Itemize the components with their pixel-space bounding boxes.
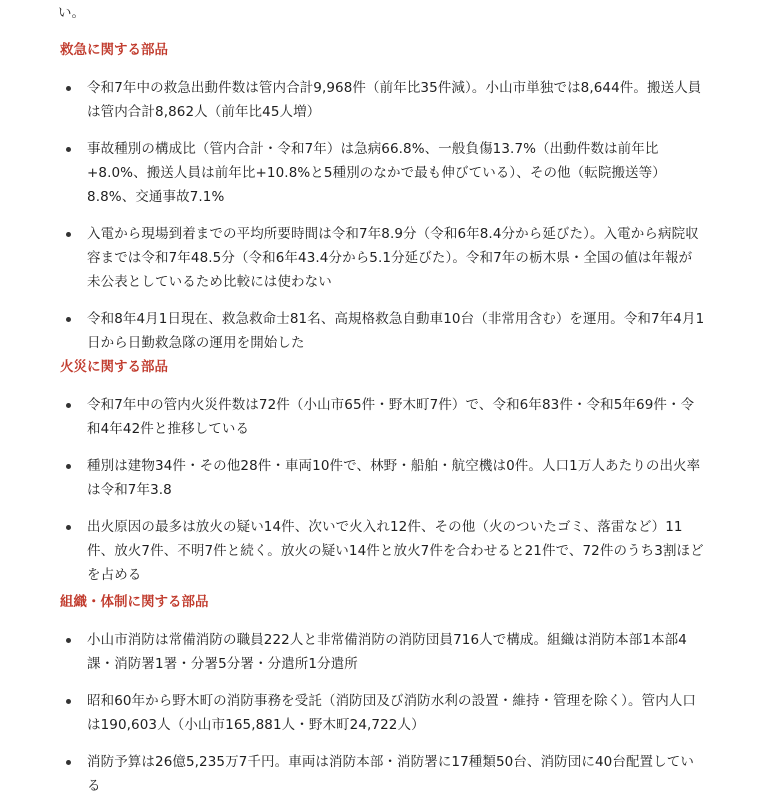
bullet-icon (66, 86, 71, 91)
bullet-icon (66, 525, 71, 530)
list-item-text: 令和8年4月1日現在、救急救命士81名、高規格救急自動車10台（非常用含む）を運用。令和7年4月1日から日勤救急隊の運用を開始した (87, 311, 705, 351)
list-item-text: 入電から現場到着までの平均所要時間は令和7年8.9分（令和6年8.4分から延びた）。入電から病院収容までは令和7年48.5分（令和6年43.4分から5.1分延びた）。令和7年の栃木県・全国の値は年報が未公表としているため比較には使わない (87, 226, 699, 290)
list-item (60, 689, 705, 737)
list-item (60, 628, 705, 676)
bullet-icon (66, 638, 71, 643)
list-item (60, 76, 705, 124)
bullet-icon (66, 403, 71, 408)
list-item-text: 令和7年中の管内火災件数は72件（小山市65件・野木町7件）で、令和6年83件・令和5年69件・令和4年42件と推移している (87, 397, 695, 437)
section-list-emergency (60, 76, 705, 368)
list-item (60, 307, 705, 355)
section-title-organization: 組織・体制に関する部品 (60, 594, 209, 610)
list-item-text: 種別は建物34件・その他28件・車両10件で、林野・船舶・航空機は0件。人口1万人あたりの出火率は令和7年3.8 (87, 458, 701, 498)
list-item-text: 消防予算は26億5,235万7千円。車両は消防本部・消防署に17種類50台、消防団に40台配置している (87, 754, 694, 794)
list-item-text: 事故種別の構成比（管内合計・令和7年）は急病66.8%、一般負傷13.7%（出動件数は前年比+8.0%、搬送人員は前年比+10.8%と5種別のなかで最も伸びている）、その他（転院搬送等）8.8%、交通事故7.1% (87, 141, 666, 205)
section-title-fire: 火災に関する部品 (60, 359, 168, 375)
bullet-icon (66, 232, 71, 237)
list-item-text: 出火原因の最多は放火の疑い14件、次いで火入れ12件、その他（火のついたゴミ、落雷など）11件、放火7件、不明7件と続く。放火の疑い14件と放火7件を合わせると21件で、72件のうち3割ほどを占める (87, 519, 704, 583)
list-item-text: 令和7年中の救急出動件数は管内合計9,968件（前年比35件減）。小山市単独では8,644件。搬送人員は管内合計8,862人（前年比45人増） (87, 80, 702, 120)
list-item-text: 小山市消防は常備消防の職員222人と非常備消防の消防団員716人で構成。組織は消防本部1本部4課・消防署1署・分署5分署・分遣所1分遣所 (87, 632, 687, 672)
bullet-icon (66, 317, 71, 322)
list-item (60, 750, 705, 798)
bullet-icon (66, 699, 71, 704)
section-list-organization (60, 628, 705, 811)
list-item (60, 393, 705, 441)
intro-fragment: い。 (58, 5, 85, 21)
bullet-icon (66, 147, 71, 152)
section-title-emergency: 救急に関する部品 (60, 42, 168, 58)
bullet-icon (66, 760, 71, 765)
list-item (60, 222, 705, 294)
list-item (60, 515, 705, 587)
list-item (60, 454, 705, 502)
list-item (60, 137, 705, 209)
section-list-fire (60, 393, 705, 600)
list-item-text: 昭和60年から野木町の消防事務を受託（消防団及び消防水利の設置・維持・管理を除く）。管内人口は190,603人（小山市165,881人・野木町24,722人） (87, 693, 697, 733)
bullet-icon (66, 464, 71, 469)
